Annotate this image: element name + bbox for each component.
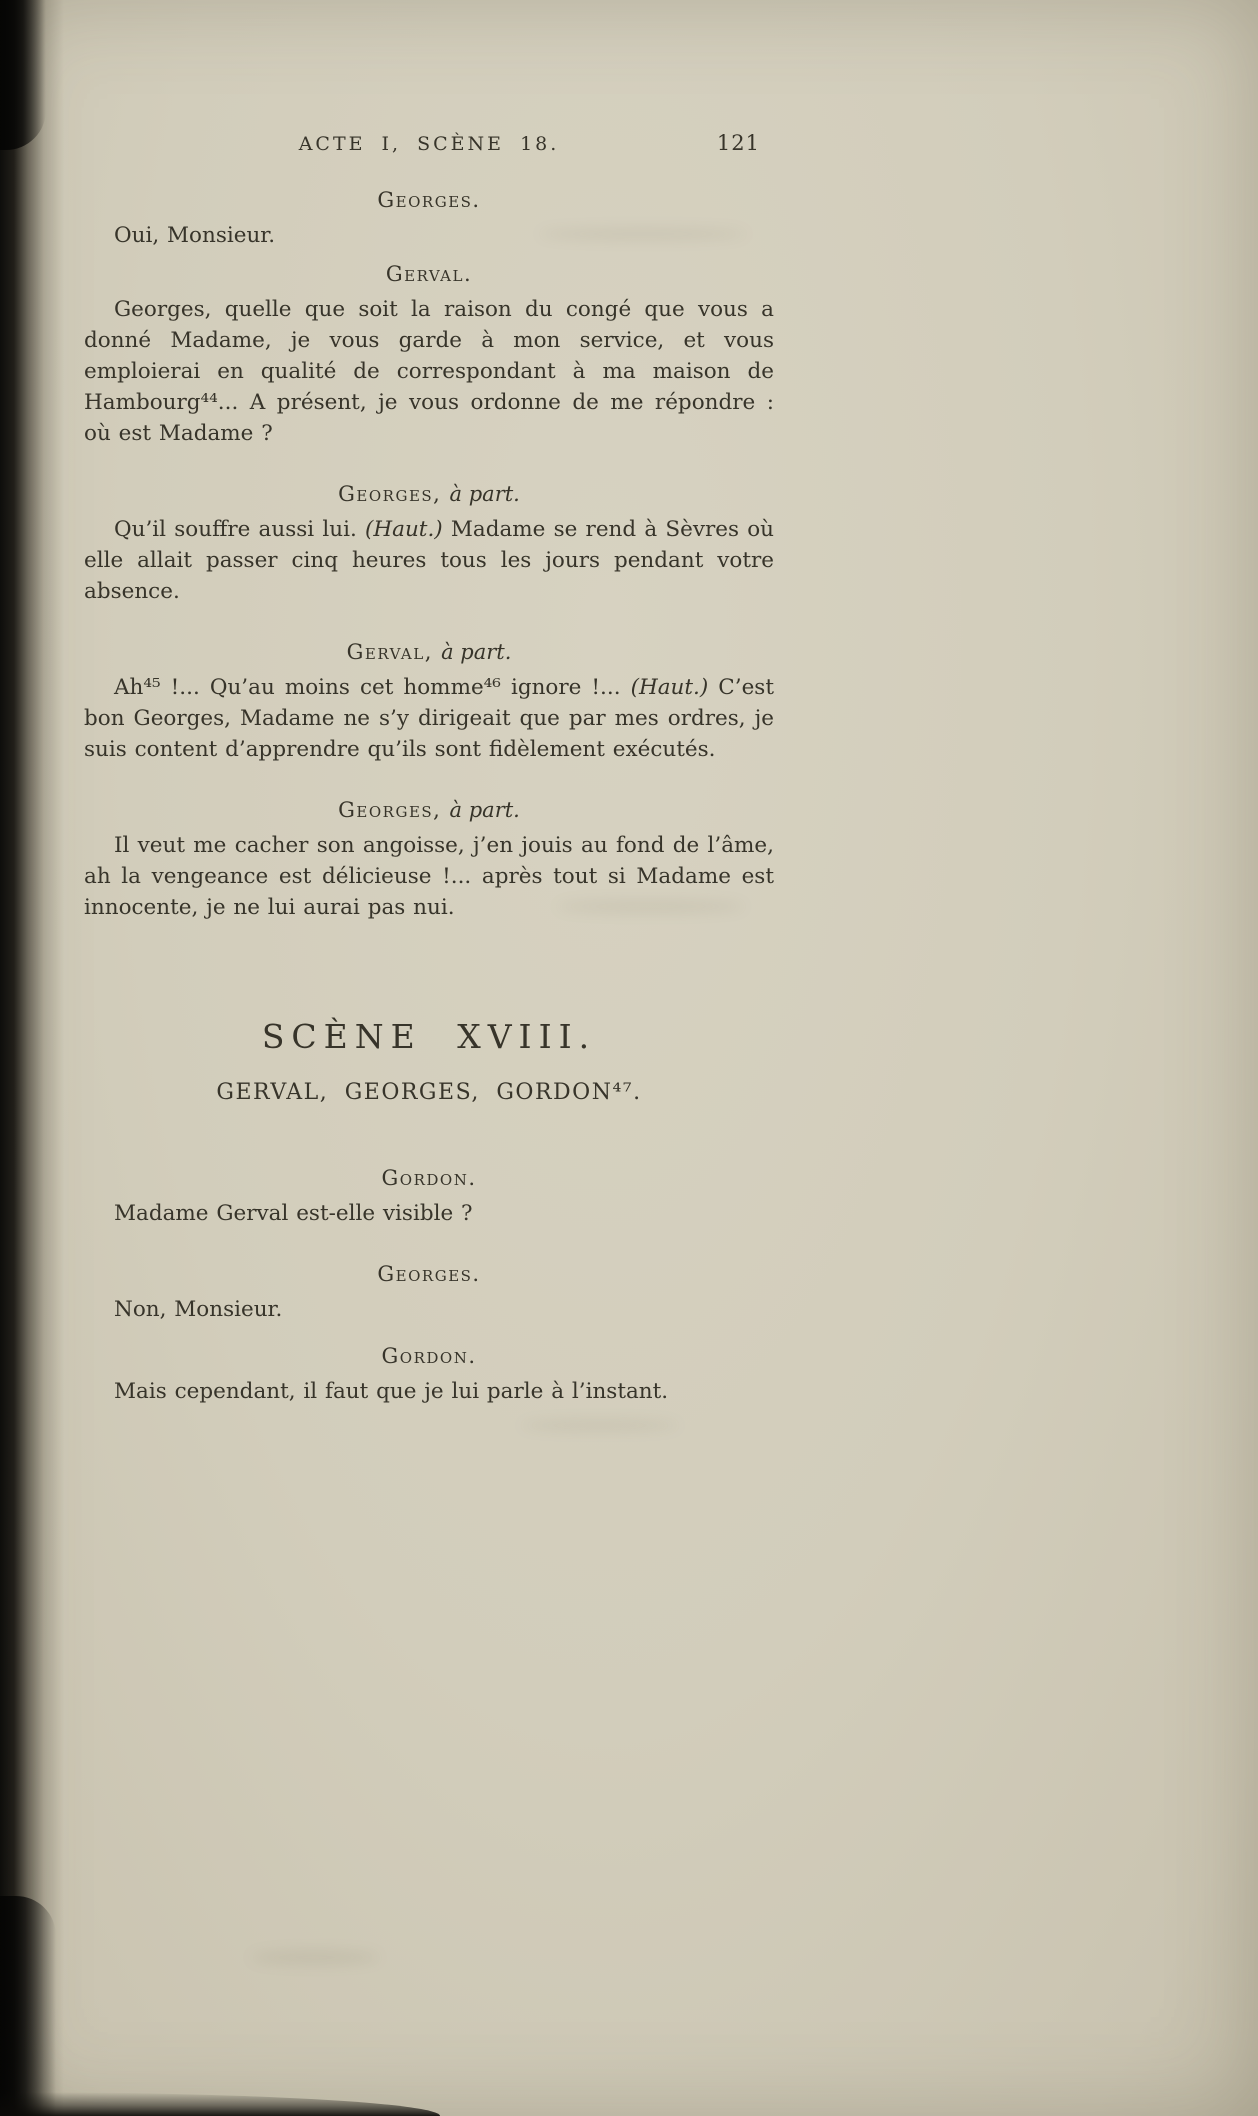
text-block bbox=[84, 133, 774, 1407]
dialogue-paragraph bbox=[84, 672, 774, 765]
speaker-name: Georges, bbox=[338, 482, 450, 506]
scan-artifact bbox=[520, 1420, 680, 1431]
page-number: 121 bbox=[716, 131, 760, 155]
dialogue-paragraph bbox=[84, 1294, 774, 1325]
running-header bbox=[84, 133, 774, 163]
speaker-name: Georges. bbox=[377, 1262, 481, 1286]
binding-gutter-shadow bbox=[0, 0, 64, 2116]
scene-characters: GERVAL, GEORGES, GORDON⁴⁷. bbox=[216, 1080, 642, 1105]
stage-direction: à part. bbox=[441, 640, 512, 664]
dialogue-text: Georges, quelle que soit la raison du congé que vous a donné Madame, je vous garde à mon service, et vous emploierai en qualité de correspondant à ma maison de Hambourg⁴⁴... A présent, je vous ordonne de me répondre : où est Madame ? bbox=[84, 297, 774, 446]
dialogue-paragraph bbox=[84, 1376, 774, 1407]
dialogue-text: Madame se rend à Sèvres où elle allait passer cinq heures tous les jours pendant votre absence. bbox=[84, 517, 774, 604]
speaker-line bbox=[84, 259, 774, 289]
speaker-name: Georges. bbox=[377, 188, 481, 212]
scan-shadow-bottom-left bbox=[0, 1896, 56, 2116]
speaker-line bbox=[84, 479, 774, 509]
dialogue-text: Non, Monsieur. bbox=[114, 1297, 283, 1322]
dialogue-paragraph bbox=[84, 514, 774, 607]
speaker-name: Gerval. bbox=[385, 262, 473, 286]
dialogue-paragraph bbox=[84, 294, 774, 449]
speaker-name: Gordon. bbox=[381, 1344, 477, 1368]
dialogue-text: Oui, Monsieur. bbox=[114, 223, 276, 248]
scan-shadow-top-left bbox=[0, 0, 46, 150]
dialogue-text: Mais cependant, il faut que je lui parle à l’instant. bbox=[114, 1379, 669, 1404]
stage-direction: à part. bbox=[449, 482, 520, 506]
scan-shadow-bottom-edge bbox=[0, 2092, 440, 2116]
stage-direction: à part. bbox=[449, 798, 520, 822]
speaker-name: Gerval, bbox=[346, 640, 442, 664]
stage-direction-inline: (Haut.) bbox=[365, 517, 443, 542]
speaker-name: Gordon. bbox=[381, 1166, 477, 1190]
speaker-name: Georges, bbox=[338, 798, 450, 822]
dialogue-text: Qu’il souffre aussi lui. bbox=[114, 517, 365, 542]
dialogue-text: Il veut me cacher son angoisse, j’en jouis au fond de l’âme, ah la vengeance est délicieuse !... après tout si Madame est innocente, je ne lui aurai pas nui. bbox=[84, 833, 774, 920]
scan-artifact bbox=[250, 1950, 380, 1965]
speaker-line bbox=[84, 1341, 774, 1371]
stage-direction-inline: (Haut.) bbox=[630, 675, 709, 700]
scene-heading: SCÈNE XVIII. bbox=[261, 1017, 597, 1056]
header-title: ACTE I, SCÈNE 18. bbox=[298, 133, 560, 155]
dialogue-paragraph bbox=[84, 220, 774, 251]
dialogue-paragraph bbox=[84, 1198, 774, 1229]
speaker-line bbox=[84, 1259, 774, 1289]
dialogue-text: Madame Gerval est-elle visible ? bbox=[114, 1201, 473, 1226]
dialogue-text: Ah⁴⁵ !... Qu’au moins cet homme⁴⁶ ignore !... bbox=[114, 675, 631, 700]
speaker-line bbox=[84, 1163, 774, 1193]
dialogue-text: C’est bon Georges, Madame ne s’y dirigeait que par mes ordres, je suis content d’apprendre qu’ils sont fidèlement exécutés. bbox=[84, 675, 774, 762]
speaker-line bbox=[84, 637, 774, 667]
dialogue-paragraph bbox=[84, 830, 774, 923]
speaker-line bbox=[84, 795, 774, 825]
speaker-line bbox=[84, 185, 774, 215]
